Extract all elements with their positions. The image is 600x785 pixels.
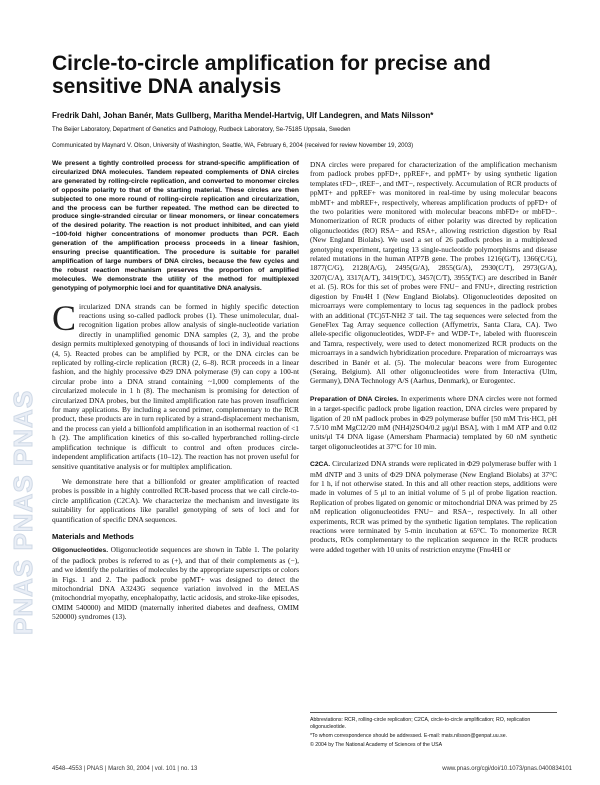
oligo-paragraph: [52, 545, 299, 621]
footnote-abbreviations: Abbreviations: RCR, rolling-circle replication; C2CA, circle-to-circle amplification; RO, replication oligonucleotide.: [310, 717, 531, 730]
right-paragraph-1: DNA circles were prepared for characterization of the amplification mechanism from padlock probes ppFD+, ppREF+, and ppMT+ by using synthetic ligation templates tFD−, tREF−, and tMT−, respectively. Accumulation of RCR products of ppMT+ and ppREF+ was monitored in real-time by using molecular beacons mbMT+ and mbREF+, respectively, whereas amplification products of ppFD+ of the two polarities were monitored with molecular beacons mbFD+ or mbFD−. Monomerization of RCR products of either polarity was directed by replication oligonucleotides (RO) RSA− and RSA+, allowing restriction digestion by RsaI (New England Biolabs). We used a set of 26 padlock probes in a multiplexed genotyping experiment, targeting 13 single-nucleotide polymorphisms and disease related mutations in the human ATP7B gene. The probes 1216(G/T), 1366(C/G), 1877(C/G), 2128(A/G), 2495(G/A), 2855(G/A), 2930(C/T), 2973(G/A), 3207(C/A), 3317(A/T), 3419(T/C), 3457(C/T), 3955(T/C) are described in Banér et al. (5). ROs for this set of probes were FNU− and FNU+, directing restriction digestion by Fnu4H I (New England Biolabs). Oligonucleotides deposited on microarrays were complementary to locus tag sequences in the padlock probes with an additional (TC)5T-NH2 3′ tail. The tag sequences were selected from the GeneFlex Tag Array sequence collection (Affymetrix, Santa Clara, CA). Two allele-specific oligonucleotides, WDP-F+ and WDP-T+, labeled with fluorescein and Tamra, respectively, were used to detect monomerized RCR products on the microarrays in a sandwich hybridization procedure. Preparation of microarrays was described in Banér et al. (5). The molecular beacons were from Eurogentec (Seraing, Belgium). All other oligonucleotides were from Interactiva (Ulm, Germany), DNA Technology A/S (Aarhus, Denmark), or Eurogentec.: [310, 160, 557, 386]
oligo-paragraph-text: Oligonucleotide sequences are shown in Table 1. The polarity of the padlock probes is referred to as (+), and that of their complements as (−), and we identify the polarities of molecules by the appropriate superscripts or colors in Figs. 1 and 2. The padlock probe ppMT+ was designed to detect the mitochondrial DNA A3243G sequence variation involved in the MELAS (mitochondrial myopathy, encephalopathy, lactic acidosis, and stroke-like episodes, OMIM 540000) and MIDD (maternally inherited diabetes and deafness, OMIM 520000) syndromes (13).: [52, 545, 299, 622]
affiliation: The Beijer Laboratory, Department of Genetics and Pathology, Rudbeck Laboratory, Se-75185 Uppsala, Sweden: [52, 127, 351, 133]
footer-citation: 4548–4553 | PNAS | March 30, 2004 | vol. 101 | no. 13: [52, 766, 198, 772]
prep-paragraph: [310, 394, 557, 451]
intro-paragraph-1: [52, 297, 299, 471]
abstract: We present a tightly controlled process for strand-specific amplification of circularized DNA molecules. Tandem repeated complements of DNA circles are generated by rolling-circle replication, and converted to monomer circles of opposite polarity to that of the starting material. These circles are then subjected to one more round of rolling-circle replication and circularization, and the process can be further repeated. The method can be directed to produce single-stranded circular or linear monomers, or linear concatemers of the desired polarity. The reaction is not product inhibited, and can yield ~100-fold higher concentrations of monomer products than PCR. Each generation of the amplification process proceeds in a linear fashion, ensuring precise quantification. The procedure is suitable for parallel amplification of large numbers of DNA circles, because the few cycles and the robust reaction mechanism preserves the proportion of amplified molecules. We demonstrate the utility of the method for multiplexed genotyping of polymorphic loci and for quantitative DNA analysis.: [52, 160, 299, 292]
c2ca-runin-heading: C2CA.: [310, 461, 331, 469]
footnote-correspondence: *To whom correspondence should be addressed. E-mail: mats.nilsson@genpat.uu.se.: [310, 733, 508, 739]
prep-runin-heading: Preparation of DNA Circles.: [310, 395, 399, 403]
footnote-copyright: © 2004 by The National Academy of Sciences of the USA: [310, 742, 443, 748]
section-heading-methods: Materials and Methods: [52, 531, 134, 541]
oligo-runin-heading: Oligonucleotides.: [52, 547, 109, 555]
intro-paragraph-2: We demonstrate here that a billionfold or greater amplification of reacted probes is possible in a highly controlled RCR-based process that we call circle-to-circle amplification (C2CA). We characterize the mechanism and investigate its suitability for applications like parallel genotyping of sets of loci and for quantification of specific DNA sequences.: [52, 476, 299, 524]
intro-paragraph-1-text: ircularized DNA strands can be formed in highly specific detection reactions using so-called padlock probes (1). These unimolecular, dual-recognition ligation probes allow analysis of single-nucleotide variation directly in unamplified genomic DNA samples (2, 3), and the probe design permits multiplexed genotyping of thousands of loci in individual reactions (4, 5). Reacted probes can be amplified by PCR, or the DNA circles can be replicated by rolling-circle replication (RCR) (2, 6–8). RCR proceeds in a linear fashion, and the highly processive Φ29 DNA polymerase (9) can copy a 100-nt circular probe into a DNA strand containing ~1,000 complements of the circularized molecule in 1 h (8). The mechanism is promising for detection of circularized DNA probes, but the limited amplification rate has proven insufficient for many applications. By including a second primer, complementary to the RCR product, these products are in turn replicated by a strand-displacement mechanism, and the process can yield a billionfold amplification in an isothermal reaction of <1 h (2). The amplification kinetics of this so-called hyperbranched rolling-circle amplification technique is difficult to control and often produces circle-independent amplification artifacts (10–12). The reaction has not proven useful for sensitive quantitative analysis or for multiplex amplification.: [52, 301, 299, 471]
c2ca-paragraph: [310, 459, 557, 554]
footer-doi-link[interactable]: www.pnas.org/cgi/doi/10.1073/pnas.0400834101: [442, 766, 572, 772]
footnotes: [310, 712, 557, 751]
right-column: [310, 160, 557, 560]
communicated-line: Communicated by Maynard V. Olson, University of Washington, Seattle, WA, February 6, 2004 (received for review November 19, 2003): [52, 143, 414, 149]
page-footer: [52, 766, 572, 776]
author-list: Fredrik Dahl, Johan Banér, Mats Gullberg, Maritha Mendel-Hartvig, Ulf Landegren, and Mats Nilsson*: [52, 111, 434, 120]
drop-cap: C: [52, 297, 77, 338]
sidebar-text: PNAS PNAS PNAS: [8, 389, 38, 635]
left-column: [52, 160, 299, 628]
prep-paragraph-text: In experiments where DNA circles were not formed in a target-specific padlock probe ligation reaction, DNA circles were prepared by ligation of 20 nM padlock probes in Φ29 polymerase buffer [50 mM Tris·HCl, pH 7.5/10 mM MgCl2/20 mM (NH4)2SO4/0.2 μg/μl BSA], with 1 mM ATP and 0.02 units/μl T4 DNA ligase (Amersham Pharmacia) templated by 60 nM synthetic target oligonucleotides at 37°C for 10 min.: [310, 393, 557, 451]
article-title: Circle-to-circle amplification for precise and sensitive DNA analysis: [52, 52, 491, 98]
c2ca-paragraph-text: Circularized DNA strands were replicated in Φ29 polymerase buffer with 1 mM dNTP and 3 units of Φ29 DNA polymerase (New England Biolabs) at 37°C for 1 h, if not otherwise stated. In this and all other reaction steps, additions were made in volumes of 5 μl to an initial volume of 5 μl of probe ligation reaction. Replication of probes ligated on genomic or mitochondrial DNA was primed by 25 nM replication oligonucleotides FNU− and RSA−, respectively. In all other experiments, RCR was primed by the synthetic ligation templates. The replication reactions were terminated by 5-min incubation at 65°C. To monomerize RCR products, ROs complementary to the replication sequence in the RCR products were added together with 10 units of restriction enzyme (Fnu4HI or: [310, 459, 557, 554]
journal-sidebar: [4, 340, 38, 635]
